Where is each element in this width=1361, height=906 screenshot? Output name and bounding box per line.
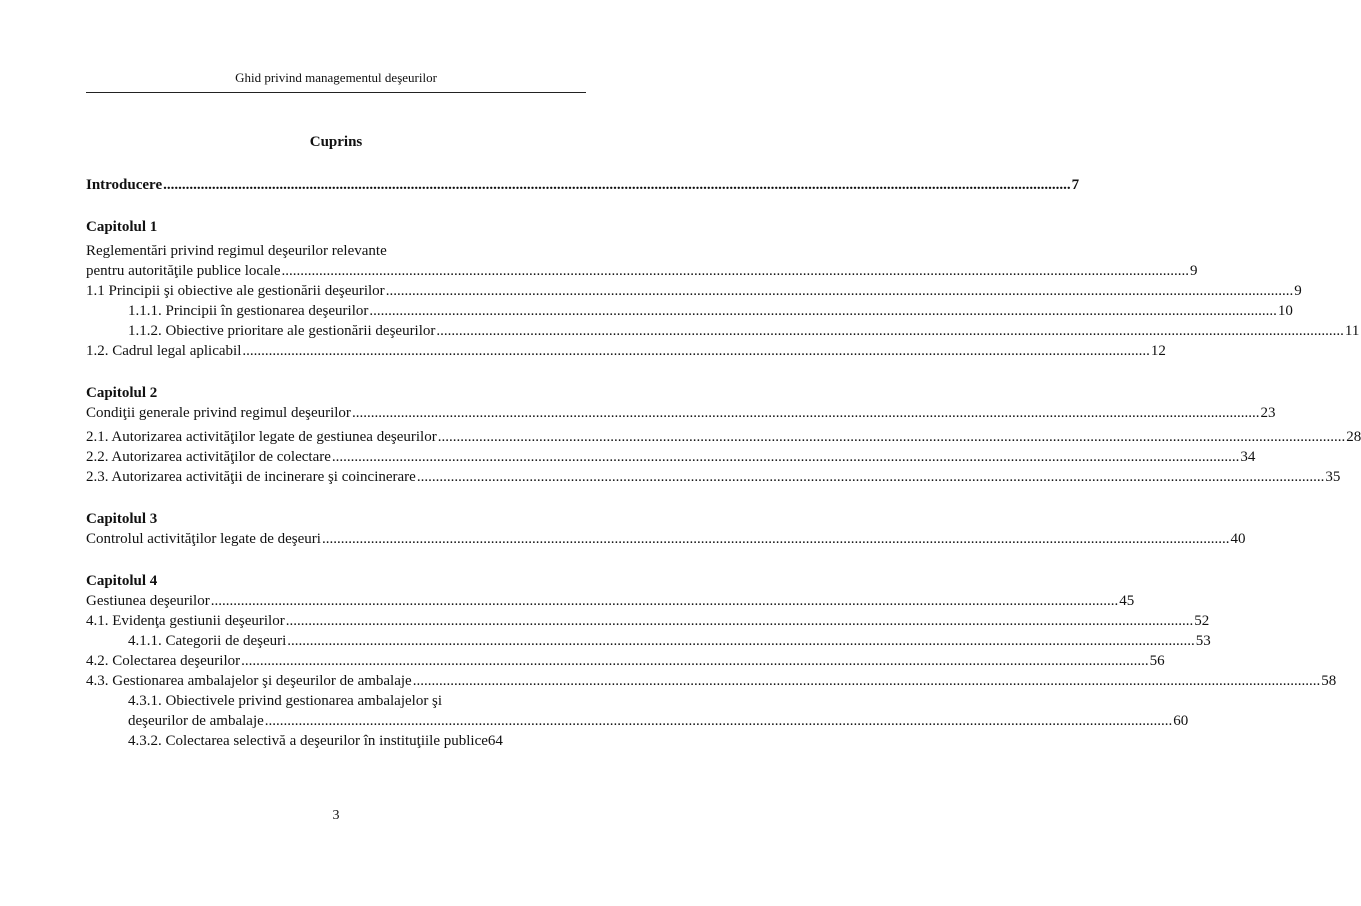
toc-entry-page: 34 (1240, 449, 1256, 465)
toc-entry[interactable] (86, 403, 1276, 423)
toc-entry-label: pentru autorităţile publice locale (86, 263, 281, 279)
toc-leader-dots: .................................................................................................................................................................................................................................................. (369, 303, 1277, 319)
header-rule (86, 92, 586, 93)
toc-leader-dots: .................................................................................................................................................................................................................................................. (287, 633, 1195, 649)
toc-leader-dots: .................................................................................................................................................................................................................................................. (264, 713, 1173, 729)
toc-leader-dots: .................................................................................................................................................................................................................................................. (416, 469, 1325, 485)
toc-subentry[interactable] (86, 711, 1189, 731)
toc-leader-dots: .................................................................................................................................................................................................................................................. (385, 283, 1294, 299)
chapter-heading-1: Capitolul 1 (86, 219, 158, 235)
toc-entry-label: 4.1. Evidenţa gestiunii deşeurilor (86, 613, 285, 629)
chapter-heading-4: Capitolul 4 (86, 573, 158, 589)
toc-entry-page: 11 (1344, 323, 1360, 339)
toc-entry[interactable] (86, 281, 1302, 301)
toc-entry-label: 4.2. Colectarea deşeurilor (86, 653, 241, 669)
toc-entry-page: 58 (1321, 673, 1337, 689)
toc-entry-label: 1.2. Cadrul legal aplicabil (86, 343, 242, 359)
toc-entry[interactable] (86, 261, 1198, 281)
toc-leader-dots: .................................................................................................................................................................................................................................................. (437, 429, 1346, 445)
toc-entry-label: 1.1.1. Principii în gestionarea deşeurilor (128, 303, 369, 319)
toc-leader-dots: .................................................................................................................................................................................................................................................. (285, 613, 1194, 629)
toc-subentry[interactable] (86, 321, 1360, 341)
toc-entry-page: 35 (1325, 469, 1341, 485)
toc-entry-label: 4.3. Gestionarea ambalajelor şi deşeurilor de ambalaje (86, 673, 412, 689)
toc-entry[interactable] (86, 611, 1210, 631)
toc-entry-page: 52 (1194, 613, 1210, 629)
toc-entry-label: 1.1.2. Obiective prioritare ale gestionării deşeurilor (128, 323, 436, 339)
toc-entry[interactable] (86, 671, 1337, 691)
toc-entry-label: 2.1. Autorizarea activităţilor legate de gestiunea deşeurilor (86, 429, 437, 445)
toc-entry-label: 2.3. Autorizarea activităţii de incinerare şi coincinerare (86, 469, 416, 485)
toc-entry-label: Gestiunea deşeurilor (86, 593, 210, 609)
toc-entry[interactable] (86, 529, 1246, 549)
toc-leader-dots: .................................................................................................................................................................................................................................................. (321, 531, 1230, 547)
toc-entry-page: 45 (1119, 593, 1135, 609)
toc-entry-page: 56 (1149, 653, 1165, 669)
toc-leader-dots: .................................................................................................................................................................................................................................................. (241, 653, 1149, 669)
toc-entry-introducere[interactable] (86, 175, 1080, 195)
toc-entry[interactable] (86, 467, 1341, 487)
toc-leader-dots: .................................................................................................................................................................................................................................................. (412, 673, 1321, 689)
toc-entry[interactable] (86, 651, 1165, 671)
toc-entry-label: 2.2. Autorizarea activităţilor de colectare (86, 449, 331, 465)
toc-entry-page: 64 (487, 733, 503, 749)
toc-leader-dots: .................................................................................................................................................................................................................................................. (351, 405, 1260, 421)
toc-entry-page: 40 (1230, 531, 1246, 547)
toc-subentry[interactable] (86, 731, 586, 751)
toc-entry-page: 9 (1294, 283, 1302, 299)
table-of-contents (86, 175, 1361, 751)
toc-entry-label: Condiţii generale privind regimul deşeurilor (86, 405, 351, 421)
toc-entry-page: 23 (1260, 405, 1276, 421)
page-number: 3 (332, 808, 340, 823)
toc-entry-text: Reglementări privind regimul deşeurilor relevante (86, 243, 387, 259)
toc-entry-page: 10 (1277, 303, 1293, 319)
toc-entry[interactable] (86, 591, 1135, 611)
toc-entry-label: 1.1 Principii şi obiective ale gestionării deşeurilor (86, 283, 385, 299)
toc-entry-page: 12 (1150, 343, 1166, 359)
toc-entry[interactable] (86, 427, 1361, 447)
toc-entry-page: 60 (1173, 713, 1189, 729)
toc-entry-page: 7 (1071, 177, 1080, 193)
toc-leader-dots: .................................................................................................................................................................................................................................................. (210, 593, 1119, 609)
toc-subentry-text: 4.3.1. Obiectivele privind gestionarea ambalajelor şi (128, 693, 443, 709)
toc-leader-dots: .................................................................................................................................................................................................................................................. (331, 449, 1240, 465)
toc-entry-page: 28 (1346, 429, 1361, 445)
toc-entry-page: 9 (1190, 263, 1198, 279)
toc-entry-label: deşeurilor de ambalaje (128, 713, 264, 729)
toc-subentry[interactable] (86, 301, 1293, 321)
toc-entry-label: 4.1.1. Categorii de deşeuri (128, 633, 287, 649)
chapter-heading-3: Capitolul 3 (86, 511, 158, 527)
toc-entry-label: Introducere (86, 177, 163, 193)
toc-leader-dots: .................................................................................................................................................................................................................................................. (242, 343, 1150, 359)
toc-leader-dots: .................................................................................................................................................................................................................................................. (436, 323, 1344, 339)
toc-leader-dots: .................................................................................................................................................................................................................................................. (163, 177, 1071, 193)
toc-subentry[interactable] (86, 631, 1211, 651)
toc-entry-page: 53 (1195, 633, 1211, 649)
toc-leader-dots: .................................................................................................................................................................................................................................................. (281, 263, 1190, 279)
toc-entry-label: Controlul activităţilor legate de deşeuri (86, 531, 321, 547)
page-title: Cuprins (309, 134, 363, 150)
toc-entry[interactable] (86, 447, 1256, 467)
running-header: Ghid privind managementul deşeurilor (235, 70, 437, 85)
toc-entry[interactable] (86, 341, 1166, 361)
toc-entry-label: 4.3.2. Colectarea selectivă a deşeurilor în instituţiile publice (128, 733, 488, 749)
chapter-heading-2: Capitolul 2 (86, 385, 158, 401)
